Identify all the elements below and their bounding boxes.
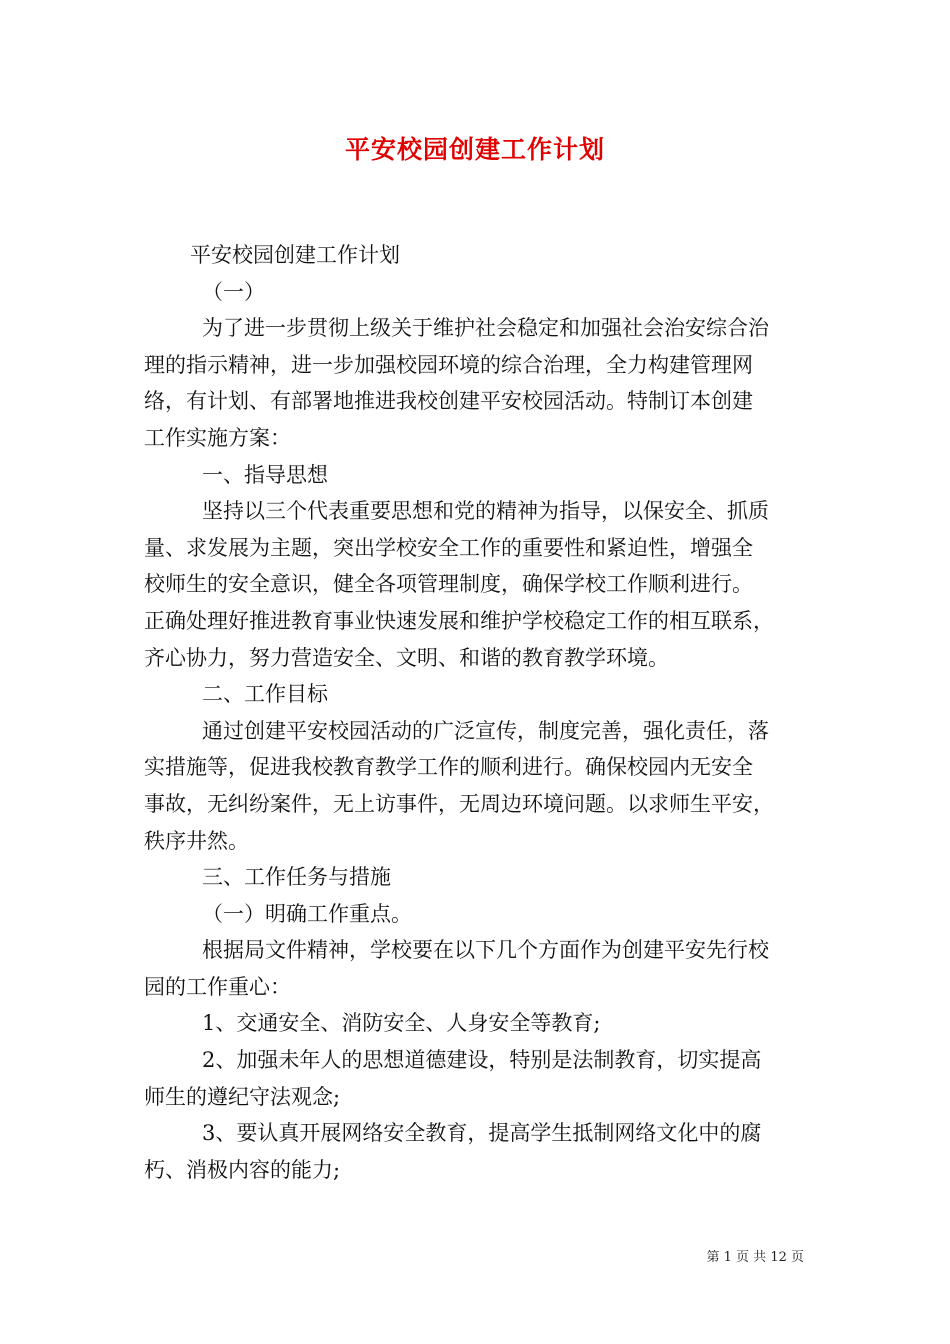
list-item: 1、交通安全、消防安全、人身安全等教育; [202,1011,601,1036]
body-line: 根据局文件精神，学校要在以下几个方面作为创建平安先行校 [202,938,769,963]
body-line: 理的指示精神，进一步加强校园环境的综合治理，全力构建管理网 [144,352,753,377]
body-line: 工作实施方案： [144,425,291,450]
body-line: 事故，无纠纷案件，无上访事件，无周边环境问题。以求师生平安， [144,791,774,816]
body-line: 齐心协力，努力营造安全、文明、和谐的教育教学环境。 [144,645,669,670]
list-item: 2、加强未年人的思想道德建设，特别是法制教育，切实提高 [202,1048,762,1073]
document-title: 平安校园创建工作计划 [344,135,605,164]
section-heading: 二、工作目标 [202,682,328,707]
document-body [144,237,824,1188]
body-line: 实措施等，促进我校教育教学工作的顺利进行。确保校园内无安全 [144,755,753,780]
list-item: 3、要认真开展网络安全教育，提高学生抵制网络文化中的腐 [202,1121,762,1146]
body-line: 通过创建平安校园活动的广泛宣传，制度完善，强化责任，落 [202,718,769,743]
body-line: 平安校园创建工作计划 [190,243,400,267]
section-heading: 三、工作任务与措施 [202,865,391,890]
body-line: 量、求发展为主题，突出学校安全工作的重要性和紧迫性，增强全 [144,535,753,560]
body-line: 络，有计划、有部署地推进我校创建平安校园活动。特制订本创建 [144,389,753,414]
body-line: 正确处理好推进教育事业快速发展和维护学校稳定工作的相互联系， [144,608,774,633]
body-line: 师生的遵纪守法观念; [144,1084,341,1109]
body-line: 朽、消极内容的能力; [144,1157,341,1182]
page-number: 第 1 页 共 12 页 [706,1250,804,1265]
subsection-heading: （一）明确工作重点。 [202,901,412,926]
body-line: 坚持以三个代表重要思想和党的精神为指导，以保安全、抓质 [202,499,769,524]
body-line: 秩序井然。 [144,828,249,853]
body-line: 园的工作重心： [144,974,291,999]
body-line: （一） [202,279,265,304]
body-line: 为了进一步贯彻上级关于维护社会稳定和加强社会治安综合治 [202,316,769,341]
section-heading: 一、指导思想 [202,462,328,487]
body-line: 校师生的安全意识，健全各项管理制度，确保学校工作顺利进行。 [144,572,753,597]
